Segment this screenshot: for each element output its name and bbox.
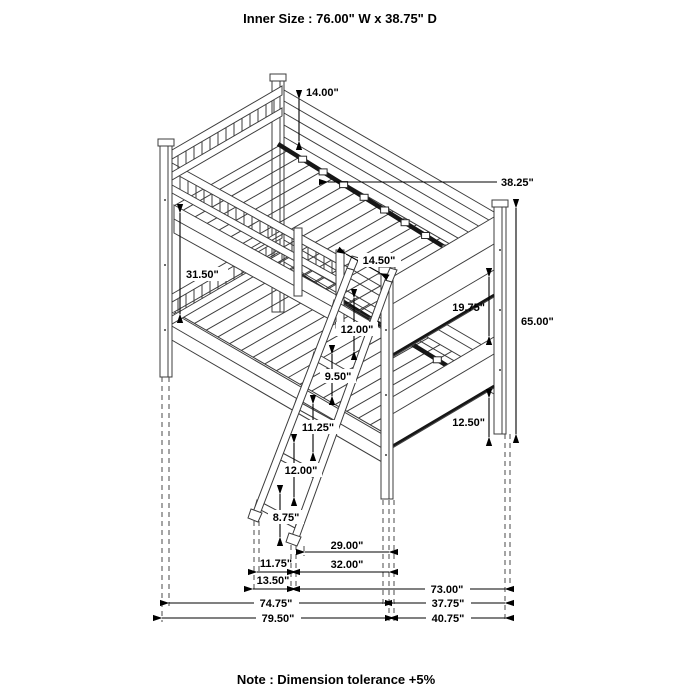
dim-ladder-feet-inner-label: 11.75" xyxy=(259,558,293,570)
dim-ladder-opening-label: 14.50" xyxy=(362,255,396,267)
dim-length-to-post xyxy=(169,596,383,610)
dim-step-5-label: 8.75" xyxy=(272,512,300,524)
dim-step-top-label: 12.00" xyxy=(340,324,374,336)
dim-step-3-label: 11.25" xyxy=(301,422,335,434)
tolerance-note: Note : Dimension tolerance +5% xyxy=(236,672,436,687)
dim-ladder-reach xyxy=(296,559,389,572)
dim-total-height xyxy=(516,208,554,434)
top-head-rails xyxy=(172,86,282,180)
dim-total-depth xyxy=(394,611,505,625)
guard-mid-post xyxy=(294,228,302,296)
dim-guard-height-label: 14.00" xyxy=(306,87,339,99)
dim-total-length-label: 79.50" xyxy=(261,613,295,625)
dim-frame-length xyxy=(296,582,505,596)
dim-frame-length-label: 73.00" xyxy=(430,584,464,596)
dim-total-length xyxy=(162,611,389,625)
dim-total-depth-label: 40.75" xyxy=(431,613,465,625)
dim-step-4-label: 12.00" xyxy=(284,465,318,477)
dim-frame-depth-label: 37.75" xyxy=(431,598,465,610)
dim-step-2-label: 9.50" xyxy=(324,371,352,383)
dim-ladder-feet-outer xyxy=(253,575,291,589)
dim-ladder-feet-inner xyxy=(257,558,292,572)
dim-ladder-reach-label: 32.00" xyxy=(330,559,364,571)
dim-total-height-label: 65.00" xyxy=(521,316,554,328)
dim-left-opening-label: 31.50" xyxy=(186,269,219,281)
inner-size-title: Inner Size : 76.00" W x 38.75" D xyxy=(243,11,437,26)
dim-bunk-gap-label: 19.75" xyxy=(452,302,485,314)
dim-under-bed-label: 12.50" xyxy=(452,417,485,429)
top-footboard-panel xyxy=(389,217,494,359)
front-left-post xyxy=(158,139,174,377)
dim-frame-depth xyxy=(394,596,505,610)
dim-slat-depth xyxy=(328,177,534,189)
dim-slat-depth-label: 38.25" xyxy=(501,177,534,189)
dim-length-to-post-label: 74.75" xyxy=(259,598,293,610)
dim-ladder-to-leg xyxy=(305,540,389,552)
dim-ladder-to-leg-label: 29.00" xyxy=(330,540,364,552)
dim-ladder-feet-outer-label: 13.50" xyxy=(256,575,290,587)
